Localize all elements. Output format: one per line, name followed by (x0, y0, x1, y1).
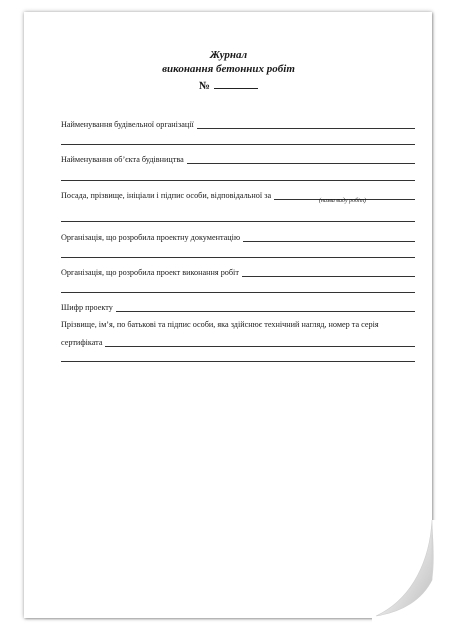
construction-org-field[interactable] (197, 120, 415, 129)
construction-org-label: Найменування будівельної організації (61, 120, 194, 129)
responsible-person-line-2[interactable] (61, 221, 415, 222)
construction-org-line-2[interactable] (61, 144, 415, 145)
construction-object-label: Найменування об’єкта будівництва (61, 155, 184, 164)
construction-object-line-2[interactable] (61, 180, 415, 181)
project-code-row (61, 303, 415, 312)
supervision-text: Прізвище, ім’я, по батькові та підпис особи, яка здійснює технічний нагляд, номер та серія (61, 320, 379, 329)
certificate-field[interactable] (105, 338, 415, 347)
certificate-label: сертифіката (61, 338, 103, 347)
journal-number (0, 78, 457, 92)
number-label: № (198, 80, 211, 92)
work-project-org-field[interactable] (242, 268, 415, 277)
page-curl-icon (372, 520, 457, 630)
work-project-org-row (61, 268, 415, 277)
construction-object-row (61, 155, 415, 164)
construction-org-row (61, 120, 415, 129)
work-project-org-label: Організація, що розробила проект виконання робіт (61, 268, 239, 277)
responsible-person-label: Посада, прізвище, ініціали і підпис особи, відповідальної за (61, 191, 272, 200)
work-type-hint: (назва виду робіт) (319, 198, 367, 204)
certificate-line-2[interactable] (61, 361, 415, 362)
project-code-field[interactable] (116, 303, 415, 312)
journal-page (24, 12, 432, 618)
design-doc-org-field[interactable] (243, 233, 415, 242)
design-doc-org-label: Організація, що розробила проектну документацію (61, 233, 241, 242)
work-project-org-line-2[interactable] (61, 292, 415, 293)
page-subtitle: виконання бетонних робіт (162, 63, 295, 75)
page-title: Журнал (209, 49, 248, 61)
construction-object-field[interactable] (187, 155, 415, 164)
design-doc-org-line-2[interactable] (61, 257, 415, 258)
project-code-label: Шифр проекту (61, 303, 113, 312)
number-field[interactable] (214, 78, 258, 89)
certificate-row (61, 338, 415, 347)
design-doc-org-row (61, 233, 415, 242)
